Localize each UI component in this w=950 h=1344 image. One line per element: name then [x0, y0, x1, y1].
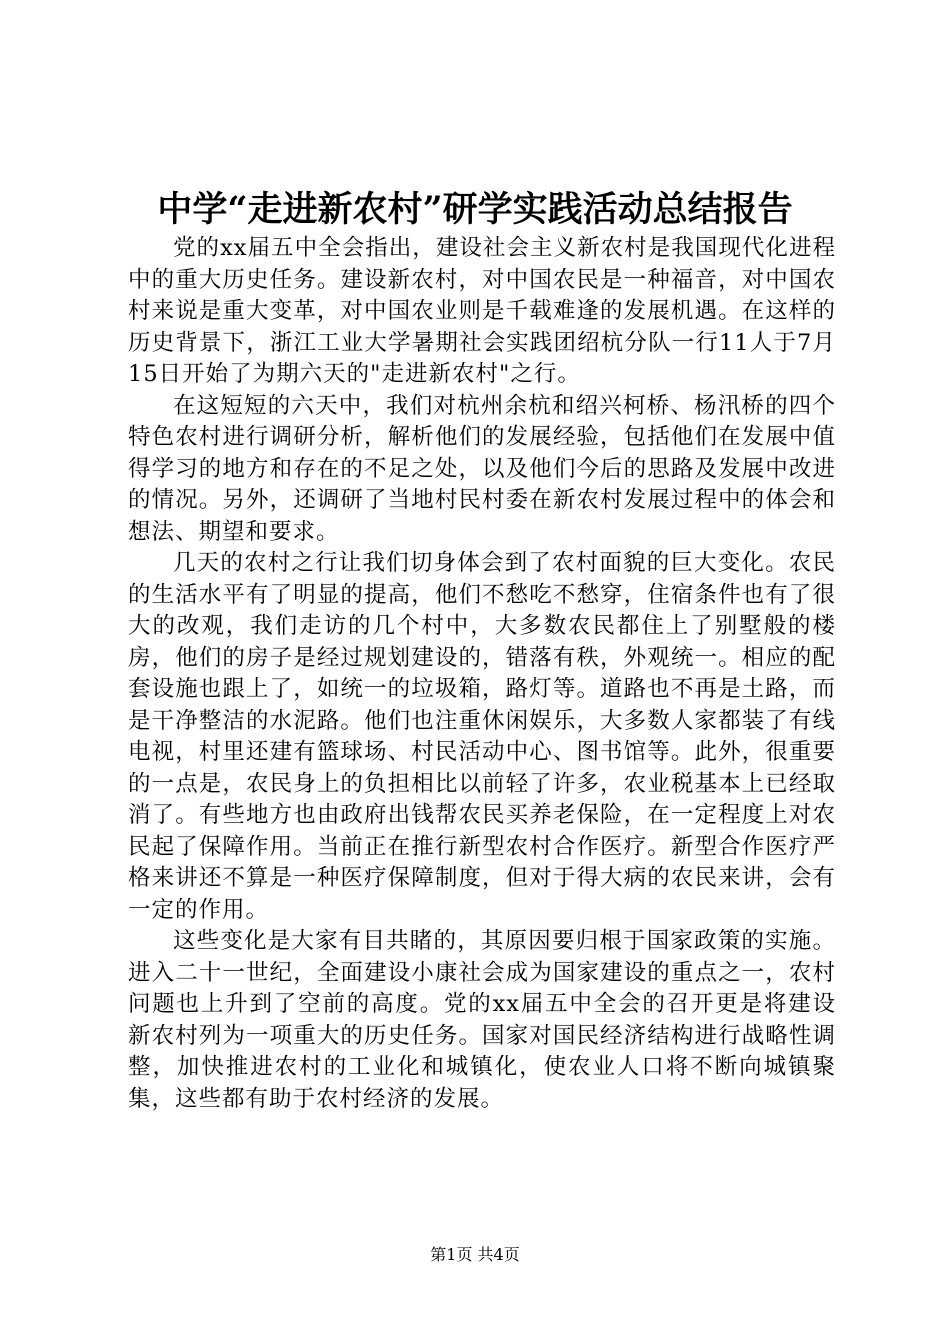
document-body	[128, 233, 836, 1115]
page-footer: 第1页 共4页	[430, 1245, 520, 1264]
document-title: 中学“走进新农村”研学实践活动总结报告	[157, 189, 793, 230]
paragraph-1: 党的xx届五中全会指出，建设社会主义新农村是我国现代化进程中的重大历史任务。建设新农村，对中国农民是一种福音，对中国农村来说是重大变革，对中国农业则是千载难逢的发展机遇。在这样的历史背景下，浙江工业大学暑期社会实践团绍杭分队一行11人于7月15日开始了为期六天的"走进新农村"之行。	[128, 235, 836, 387]
paragraph-2: 在这短短的六天中，我们对杭州余杭和绍兴柯桥、杨汛桥的四个特色农村进行调研分析，解析他们的发展经验，包括他们在发展中值得学习的地方和存在的不足之处，以及他们今后的思路及发展中改进的情况。另外，还调研了当地村民村委在新农村发展过程中的体会和想法、期望和要求。	[128, 392, 836, 545]
paragraph-4: 这些变化是大家有目共睹的，其原因要归根于国家政策的实施。进入二十一世纪，全面建设小康社会成为国家建设的重点之一，农村问题也上升到了空前的高度。党的xx届五中全会的召开更是将建设新农村列为一项重大的历史任务。国家对国民经济结构进行战略性调整，加快推进农村的工业化和城镇化，使农业人口将不断向城镇聚集，这些都有助于农村经济的发展。	[128, 928, 836, 1112]
paragraph-3: 几天的农村之行让我们切身体会到了农村面貌的巨大变化。农民的生活水平有了明显的提高，他们不愁吃不愁穿，住宿条件也有了很大的改观，我们走访的几个村中，大多数农民都住上了别墅般的楼房，他们的房子是经过规划建设的，错落有秩，外观统一。相应的配套设施也跟上了，如统一的垃圾箱，路灯等。道路也不再是土路，而是干净整洁的水泥路。他们也注重休闲娱乐，大多数人家都装了有线电视，村里还建有篮球场、村民活动中心、图书馆等。此外，很重要的一点是，农民身上的负担相比以前轻了许多，农业税基本上已经取消了。有些地方也由政府出钱帮农民买养老保险，在一定程度上对农民起了保障作用。当前正在推行新型农村合作医疗。新型合作医疗严格来讲还不算是一种医疗保障制度，但对于得大病的农民来讲，会有一定的作用。	[128, 550, 836, 923]
